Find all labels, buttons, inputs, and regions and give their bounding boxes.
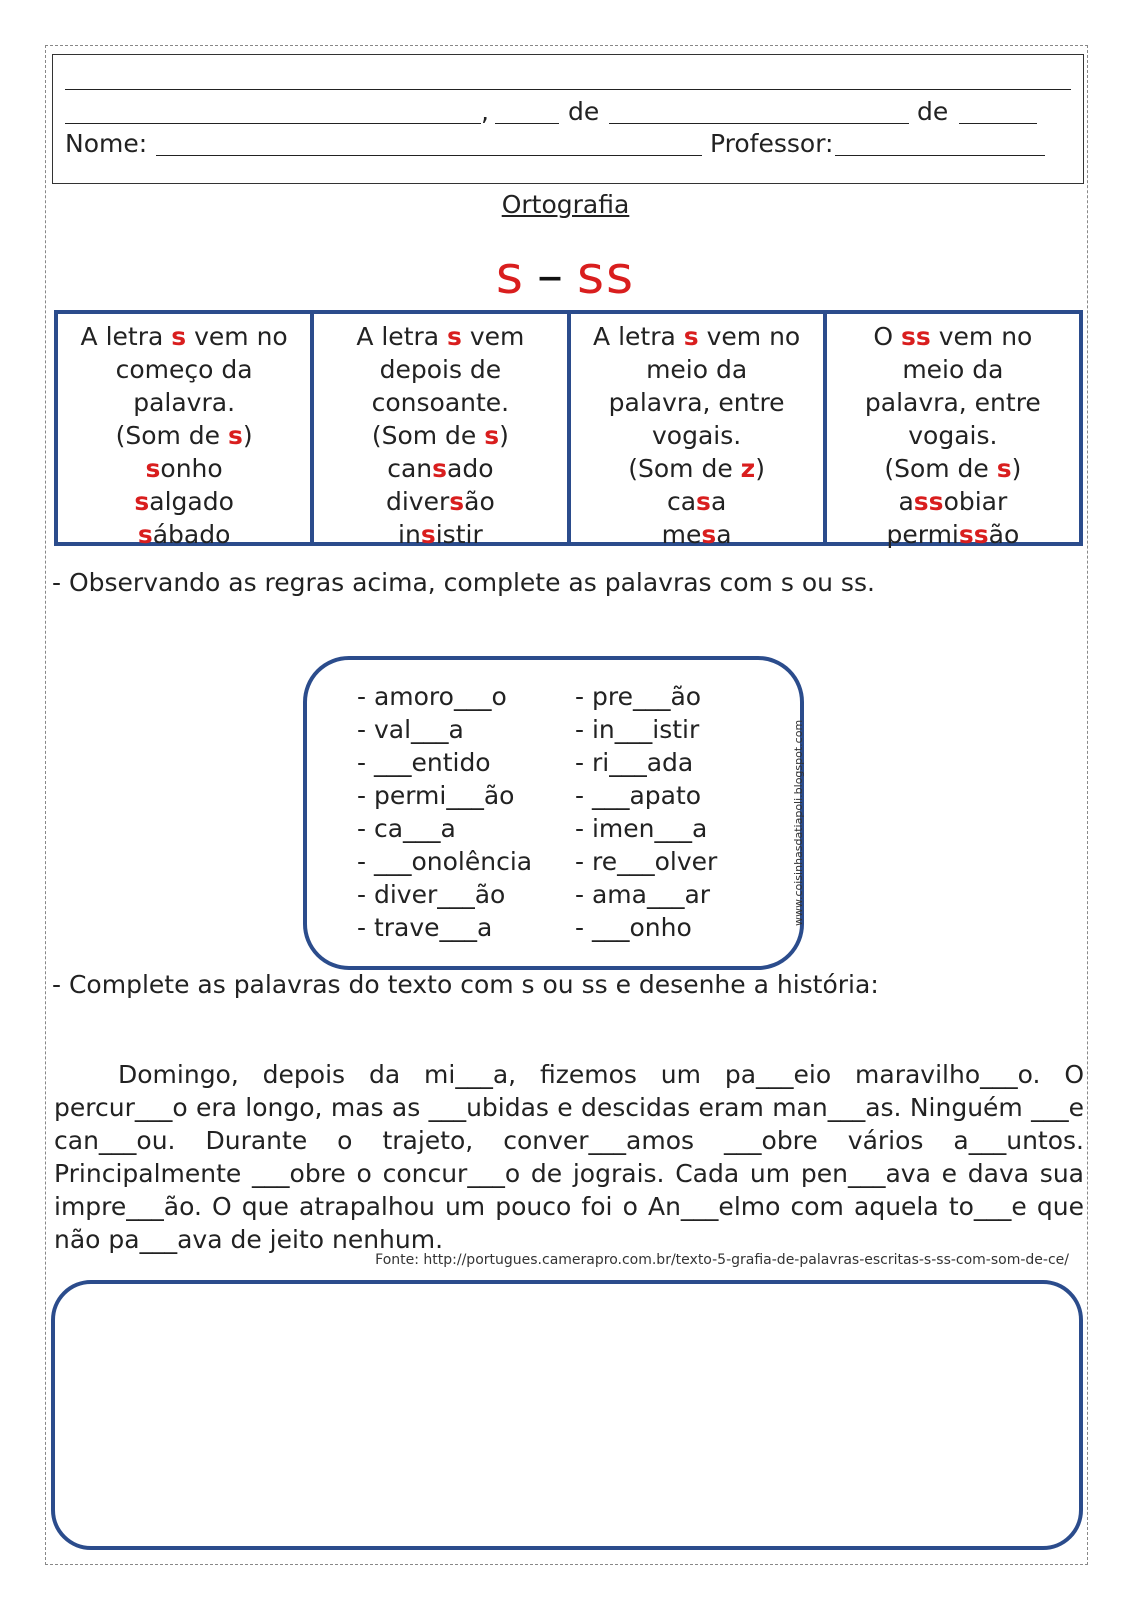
highlight-letter: s bbox=[996, 454, 1012, 483]
rule-text: ) bbox=[499, 421, 509, 450]
instruction-1: - Observando as regras acima, complete as palavras com s ou ss. bbox=[52, 568, 875, 597]
rule-line bbox=[571, 419, 823, 452]
rule-text: algado bbox=[149, 487, 234, 516]
header-box bbox=[52, 54, 1084, 184]
blank-line-month[interactable] bbox=[609, 123, 909, 124]
rule-cell bbox=[314, 314, 570, 549]
word-item[interactable]: - ___entido bbox=[357, 748, 491, 777]
rule-line bbox=[314, 320, 566, 353]
rules-table bbox=[54, 310, 1083, 549]
highlight-letter: s bbox=[171, 322, 187, 351]
rule-line bbox=[314, 386, 566, 419]
rule-line bbox=[58, 419, 310, 452]
source-credit: Fonte: http://portugues.camerapro.com.br/texto-5-grafia-de-palavras-escritas-s-ss-com-som-de-ce/ bbox=[375, 1252, 1069, 1268]
word-item[interactable]: - val___a bbox=[357, 715, 464, 744]
highlight-letter: s bbox=[432, 454, 448, 483]
rule-text: permi bbox=[886, 520, 959, 549]
rule-line bbox=[827, 518, 1079, 551]
rule-line bbox=[571, 485, 823, 518]
rule-line bbox=[314, 353, 566, 386]
blank-line-city[interactable] bbox=[65, 123, 481, 124]
rule-text: ) bbox=[755, 454, 765, 483]
blank-line-day[interactable] bbox=[495, 123, 559, 124]
rule-text: palavra. bbox=[133, 388, 236, 417]
highlight-letter: s bbox=[696, 487, 711, 516]
word-item[interactable]: - ___onolência bbox=[357, 847, 533, 876]
word-item[interactable]: - diver___ão bbox=[357, 880, 506, 909]
rule-text: istir bbox=[435, 520, 483, 549]
word-item[interactable]: - ama___ar bbox=[575, 880, 711, 909]
rule-line bbox=[571, 386, 823, 419]
rule-text: obiar bbox=[943, 487, 1008, 516]
word-item[interactable]: - ca___a bbox=[357, 814, 456, 843]
rule-line bbox=[58, 353, 310, 386]
highlight-letter: s bbox=[449, 487, 465, 516]
rule-text: ão bbox=[464, 487, 495, 516]
rule-line bbox=[827, 452, 1079, 485]
de-text-2: de bbox=[917, 97, 949, 126]
rule-text: vem no bbox=[186, 322, 288, 351]
rule-text: a bbox=[710, 487, 727, 516]
rule-line bbox=[571, 320, 823, 353]
de-text-1: de bbox=[568, 97, 600, 126]
rule-text: palavra, entre bbox=[864, 388, 1041, 417]
rule-text: meio da bbox=[646, 355, 748, 384]
rule-line bbox=[58, 485, 310, 518]
rule-line bbox=[314, 485, 566, 518]
word-item[interactable]: - trave___a bbox=[357, 913, 493, 942]
highlight-letter: s bbox=[420, 520, 436, 549]
blank-line-year[interactable] bbox=[959, 123, 1037, 124]
word-column-right bbox=[575, 680, 717, 944]
word-item[interactable]: - re___olver bbox=[575, 847, 718, 876]
rule-line bbox=[571, 353, 823, 386]
rule-text: vem bbox=[461, 322, 525, 351]
watermark-text: www.coisinhasdatiapoli.blogspot.com bbox=[792, 719, 805, 927]
word-item[interactable]: - amoro___o bbox=[357, 682, 507, 711]
rule-cell bbox=[571, 314, 827, 549]
rule-text: (Som de bbox=[115, 421, 228, 450]
rule-text: meio da bbox=[902, 355, 1004, 384]
rule-line bbox=[58, 518, 310, 551]
rule-line bbox=[58, 386, 310, 419]
highlight-letter: s bbox=[701, 520, 717, 549]
rule-text: depois de bbox=[379, 355, 502, 384]
rule-text: A letra bbox=[593, 322, 684, 351]
highlight-letter: ss bbox=[913, 487, 944, 516]
highlight-letter: s bbox=[228, 421, 243, 450]
rule-text: consoante. bbox=[371, 388, 510, 417]
highlight-letter: s bbox=[134, 487, 150, 516]
rule-text: me bbox=[661, 520, 702, 549]
story-text bbox=[54, 1058, 1084, 1256]
comma-text: , bbox=[481, 97, 489, 126]
big-title-s: s bbox=[495, 246, 525, 306]
word-item[interactable]: - ri___ada bbox=[575, 748, 694, 777]
highlight-letter: z bbox=[740, 454, 756, 483]
word-item[interactable]: - pre___ão bbox=[575, 682, 702, 711]
rule-line bbox=[58, 452, 310, 485]
rule-line bbox=[314, 452, 566, 485]
word-exercise-box bbox=[303, 656, 804, 970]
rule-line bbox=[571, 518, 823, 551]
highlight-letter: s bbox=[447, 322, 462, 351]
drawing-box[interactable] bbox=[51, 1280, 1083, 1550]
rule-text: começo da bbox=[115, 355, 253, 384]
highlight-letter: ss bbox=[958, 520, 989, 549]
rule-text: diver bbox=[385, 487, 450, 516]
rule-text: (Som de bbox=[884, 454, 997, 483]
rule-text: (Som de bbox=[371, 421, 485, 450]
rule-text: (Som de bbox=[628, 454, 741, 483]
highlight-letter: s bbox=[683, 322, 699, 351]
word-column-left bbox=[357, 680, 532, 944]
word-item[interactable]: - in___istir bbox=[575, 715, 700, 744]
professor-field[interactable] bbox=[835, 155, 1045, 156]
highlight-letter: ss bbox=[901, 322, 931, 351]
rule-text: vogais. bbox=[652, 421, 742, 450]
big-title bbox=[0, 246, 1131, 306]
nome-label: Nome: bbox=[65, 129, 148, 158]
rule-text: onho bbox=[160, 454, 223, 483]
rule-text: can bbox=[387, 454, 433, 483]
rule-line bbox=[571, 452, 823, 485]
professor-label: Professor: bbox=[710, 129, 834, 158]
rule-text: ão bbox=[988, 520, 1020, 549]
rule-text: A letra bbox=[80, 322, 172, 351]
rule-line bbox=[827, 419, 1079, 452]
rule-text: ado bbox=[447, 454, 494, 483]
word-item[interactable]: - permi___ão bbox=[357, 781, 515, 810]
rule-text: ) bbox=[242, 421, 253, 450]
highlight-letter: s bbox=[145, 454, 161, 483]
rule-text: a bbox=[716, 520, 732, 549]
rule-text: a bbox=[898, 487, 914, 516]
rule-line bbox=[314, 419, 566, 452]
word-item[interactable]: - imen___a bbox=[575, 814, 708, 843]
nome-field[interactable] bbox=[156, 155, 702, 156]
rule-line bbox=[827, 353, 1079, 386]
rule-text: vem no bbox=[930, 322, 1033, 351]
rule-text: vem no bbox=[698, 322, 801, 351]
rule-line bbox=[827, 320, 1079, 353]
rule-text: vogais. bbox=[908, 421, 998, 450]
rule-text: ca bbox=[666, 487, 697, 516]
rule-text: in bbox=[398, 520, 421, 549]
rule-line bbox=[58, 320, 310, 353]
rule-line bbox=[827, 386, 1079, 419]
rule-line bbox=[314, 518, 566, 551]
rule-text: A letra bbox=[356, 322, 448, 351]
word-item[interactable]: - ___apato bbox=[575, 781, 702, 810]
rule-cell bbox=[827, 314, 1079, 549]
blank-line-location[interactable] bbox=[65, 89, 1071, 90]
rule-text: ábado bbox=[152, 520, 231, 549]
story-body: Domingo, depois da mi___a, fizemos um pa___eio maravilho___o. O percur___o era longo, mas as ___ubidas e descidas eram man___as. Ninguém ___e can___ou. Durante o trajeto, conver___amos ___obre vários a___untos. Principalmente ___obre o concur___o de jograis. Cada um pen___ava e dava sua impre___ão. O que atrapalhou um pouco foi o An___elmo com aquela to___e que não pa___ava de jeito nenhum. bbox=[54, 1060, 1084, 1254]
page-title: Ortografia bbox=[501, 190, 630, 219]
word-item[interactable]: - ___onho bbox=[575, 913, 692, 942]
instruction-2: - Complete as palavras do texto com s ou ss e desenhe a história: bbox=[52, 970, 879, 999]
rule-text: palavra, entre bbox=[608, 388, 785, 417]
highlight-letter: s bbox=[484, 421, 500, 450]
rule-text: ) bbox=[1011, 454, 1022, 483]
big-title-dash: – bbox=[536, 246, 565, 306]
rule-line bbox=[827, 485, 1079, 518]
big-title-ss: ss bbox=[576, 246, 636, 306]
rule-text: O bbox=[873, 322, 902, 351]
rule-cell bbox=[58, 314, 314, 549]
highlight-letter: s bbox=[137, 520, 153, 549]
